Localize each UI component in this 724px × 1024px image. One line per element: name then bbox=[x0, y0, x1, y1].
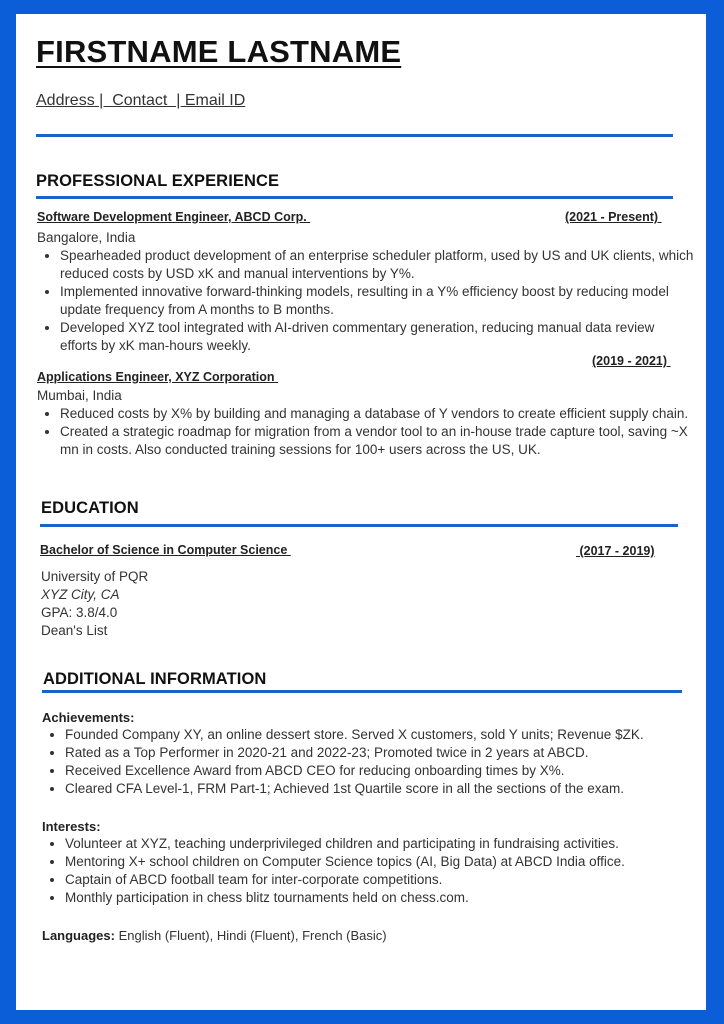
job-title: Applications Engineer, XYZ Corporation bbox=[37, 370, 278, 384]
languages-value: English (Fluent), Hindi (Fluent), French (Basic) bbox=[114, 928, 387, 943]
languages-line bbox=[42, 928, 387, 943]
job-date: (2019 - 2021) bbox=[592, 354, 671, 368]
achievements-list bbox=[41, 726, 710, 798]
experience-heading: PROFESSIONAL EXPERIENCE bbox=[36, 172, 280, 190]
interests-label: Interests: bbox=[42, 819, 101, 834]
job-title: Software Development Engineer, ABCD Corp. bbox=[37, 210, 311, 224]
experience-divider bbox=[36, 196, 673, 199]
university-name: University of PQR bbox=[41, 569, 149, 584]
list-item: • Developed XYZ tool integrated with AI-driven commentary generation, reducing manual data review efforts by xK man-hours weekly. bbox=[60, 319, 695, 355]
list-item: • Captain of ABCD football team for inter-corporate competitions. bbox=[65, 871, 710, 889]
list-item: • Reduced costs by X% by building and managing a database of Y vendors to create efficient supply chain. bbox=[60, 405, 695, 423]
education-divider bbox=[40, 524, 678, 527]
list-item: • Volunteer at XYZ, teaching underprivileged children and participating in fundraising activities. bbox=[65, 835, 710, 853]
job-location: Mumbai, India bbox=[37, 388, 122, 403]
achievements-label: Achievements: bbox=[42, 710, 135, 725]
interests-list bbox=[41, 835, 710, 907]
job-date: (2021 - Present) bbox=[565, 210, 662, 224]
resume-page bbox=[16, 14, 706, 1010]
languages-label: Languages: bbox=[42, 928, 115, 943]
list-item: • Implemented innovative forward-thinking models, resulting in a Y% efficiency boost by reducing model update frequency from A months to B months. bbox=[60, 283, 695, 319]
list-item: • Created a strategic roadmap for migration from a vendor tool to an in-house trade capture tool, saving ~X mn in costs. Also conducted training sessions for 100+ users across the US, UK. bbox=[60, 423, 695, 459]
list-item: • Founded Company XY, an online dessert store. Served X customers, sold Y units; Revenue $ZK. bbox=[65, 726, 710, 744]
gpa: GPA: 3.8/4.0 bbox=[41, 605, 118, 620]
degree-title: Bachelor of Science in Computer Science bbox=[40, 543, 291, 557]
job-bullets bbox=[36, 405, 695, 459]
list-item: • Cleared CFA Level-1, FRM Part-1; Achieved 1st Quartile score in all the sections of the exam. bbox=[65, 780, 710, 798]
additional-heading: ADDITIONAL INFORMATION bbox=[43, 670, 267, 688]
honor: Dean's List bbox=[41, 623, 108, 638]
list-item: • Monthly participation in chess blitz tournaments held on chess.com. bbox=[65, 889, 710, 907]
education-heading: EDUCATION bbox=[41, 499, 139, 517]
candidate-name: FIRSTNAME LASTNAME bbox=[36, 34, 402, 69]
contact-line: Address | Contact | Email ID bbox=[36, 92, 246, 109]
list-item: • Received Excellence Award from ABCD CEO for reducing onboarding times by X%. bbox=[65, 762, 710, 780]
list-item: • Mentoring X+ school children on Computer Science topics (AI, Big Data) at ABCD India office. bbox=[65, 853, 710, 871]
list-item: • Rated as a Top Performer in 2020-21 and 2022-23; Promoted twice in 2 years at ABCD. bbox=[65, 744, 710, 762]
header-divider bbox=[36, 134, 673, 137]
job-bullets bbox=[36, 247, 695, 355]
list-item: • Spearheaded product development of an enterprise scheduler platform, used by US and UK clients, which reduced costs by USD xK and manual interventions by Y%. bbox=[60, 247, 695, 283]
university-city: XYZ City, CA bbox=[41, 587, 120, 602]
job-location: Bangalore, India bbox=[37, 230, 136, 245]
degree-date: (2017 - 2019) bbox=[576, 544, 655, 558]
additional-divider bbox=[42, 690, 682, 693]
